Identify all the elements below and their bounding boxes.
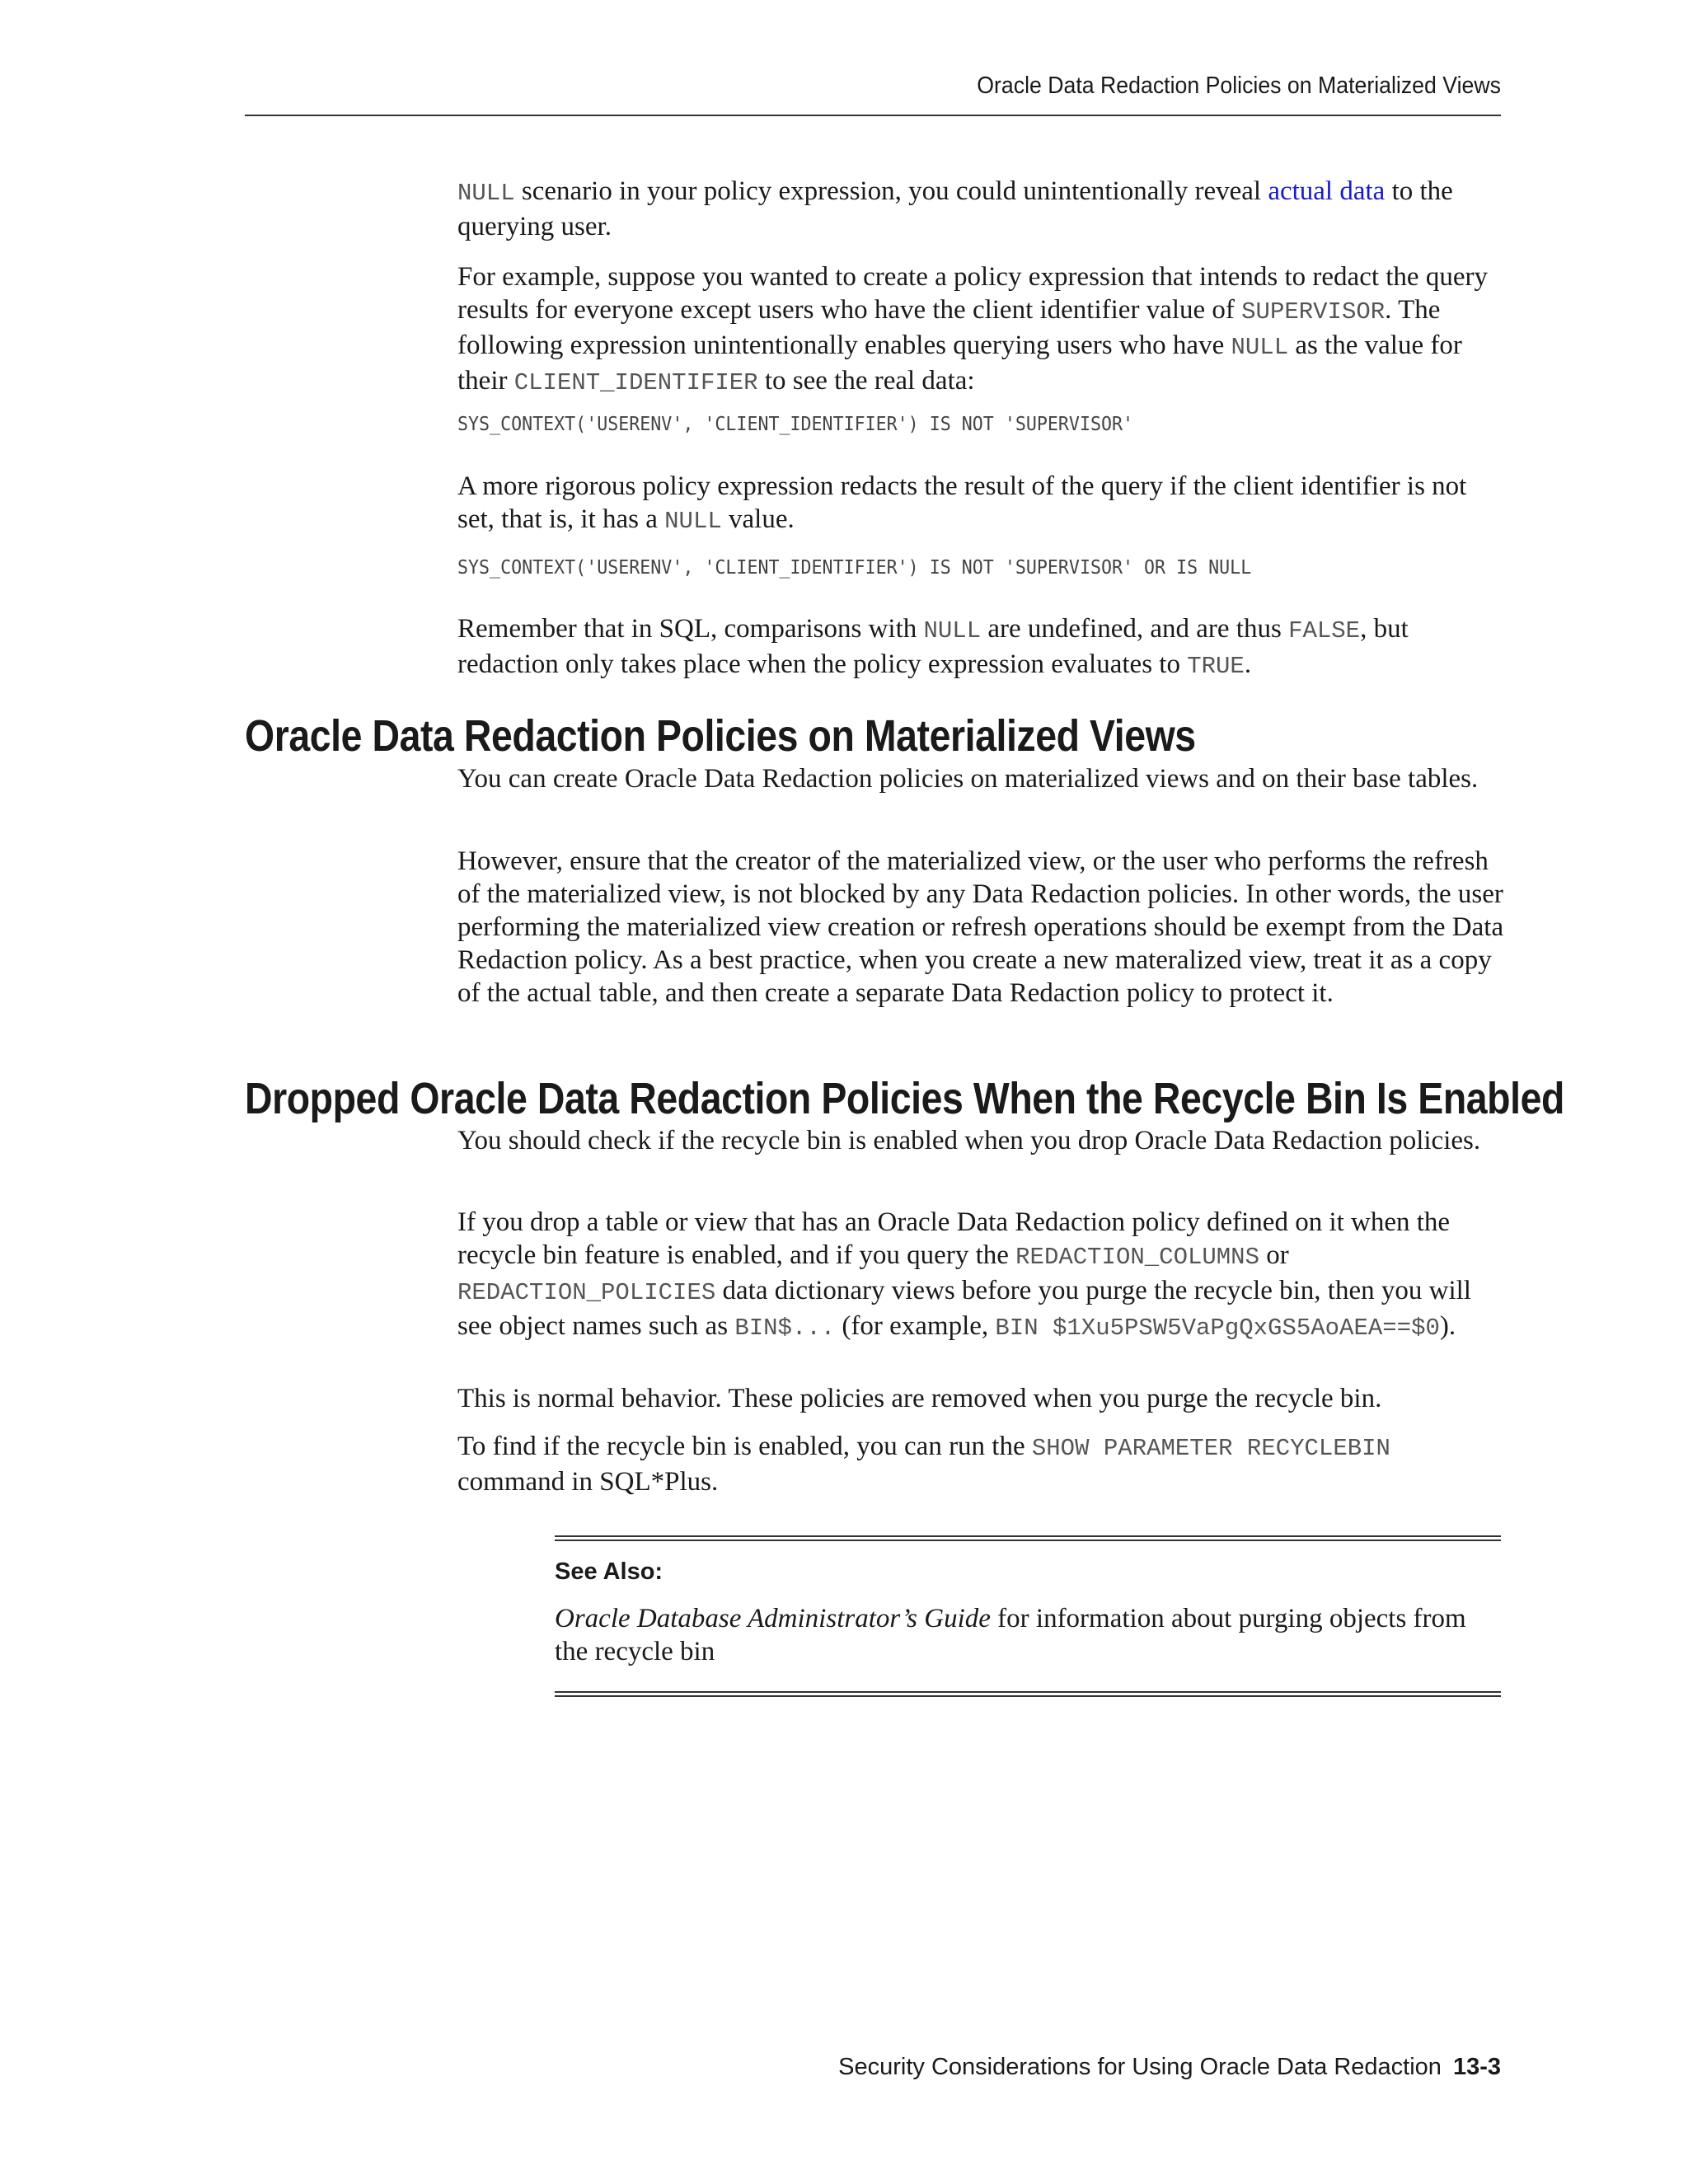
intro-paragraph-2: For example, suppose you wanted to create a policy expression that intends to redact the query results for everyone except users who have the client identifier value of SUPERVISOR. The following expression unintentionally enables querying users who have NULL as the value for their CLIENT_IDENTIFIER to see the real data: xyxy=(457,262,1488,396)
page-footer xyxy=(838,2054,1501,2081)
inline-code: REDACTION_POLICIES xyxy=(457,1279,716,1306)
see-also-title: See Also: xyxy=(555,1558,663,1585)
page-number: 13-3 xyxy=(1452,2054,1501,2080)
section2-paragraph-3: This is normal behavior. These policies are removed when you purge the recycle bin. xyxy=(457,1384,1382,1413)
see-also-text: Oracle Database Administrator’s Guide for information about purging objects from the recycle bin xyxy=(555,1604,1466,1666)
running-header: Oracle Data Redaction Policies on Materialized Views xyxy=(977,73,1501,99)
intro-paragraph-1: NULL scenario in your policy expression, you could unintentionally reveal actual data to the querying user. xyxy=(457,176,1453,241)
header-rule xyxy=(245,115,1501,116)
inline-code: NULL xyxy=(457,180,515,207)
code-example-1: SYS_CONTEXT('USERENV', 'CLIENT_IDENTIFIER') IS NOT 'SUPERVISOR' xyxy=(457,414,1134,435)
inline-code: BIN$... xyxy=(734,1315,836,1342)
inline-code: CLIENT_IDENTIFIER xyxy=(513,369,758,396)
section-heading-materialized-views: Oracle Data Redaction Policies on Materialized Views xyxy=(245,711,1196,761)
book-title: Oracle Database Administrator’s Guide xyxy=(555,1604,991,1633)
inline-code: NULL xyxy=(664,508,722,535)
section2-paragraph-2: If you drop a table or view that has an Oracle Data Redaction policy defined on it when the recycle bin feature is enabled, and if you query the REDACTION_COLUMNS or REDACTION_POLICIES data dictionary views before you purge the recycle bin, then you will see object names such as BIN$... (for example, BIN $1Xu5PSW5VaPgQxGS5AoAEA==$0). xyxy=(457,1207,1471,1342)
inline-code: NULL xyxy=(923,617,982,644)
actual-data-link[interactable]: actual data xyxy=(1268,176,1386,206)
code-example-2: SYS_CONTEXT('USERENV', 'CLIENT_IDENTIFIER') IS NOT 'SUPERVISOR' OR IS NULL xyxy=(457,557,1252,579)
footer-chapter-title: Security Considerations for Using Oracle Data Redaction xyxy=(838,2054,1442,2080)
inline-code: TRUE xyxy=(1187,653,1245,680)
inline-code: NULL xyxy=(1231,334,1289,361)
inline-code: BIN $1Xu5PSW5VaPgQxGS5AoAEA==$0 xyxy=(995,1315,1440,1342)
section1-paragraph-2: However, ensure that the creator of the materialized view, or the user who performs the refresh of the materialized view, is not blocked by any Data Redaction policies. In other words, the user performing the materialized view creation or refresh operations should be exempt from the Data Redaction policy. As a best practice, when you create a new materalized view, treat it as a copy of the actual table, and then create a separate Data Redaction policy to protect it. xyxy=(457,846,1504,1008)
section2-paragraph-4: To find if the recycle bin is enabled, you can run the SHOW PARAMETER RECYCLEBIN command in SQL*Plus. xyxy=(457,1432,1390,1497)
inline-code: SHOW PARAMETER RECYCLEBIN xyxy=(1031,1435,1390,1462)
inline-code: SUPERVISOR xyxy=(1241,298,1386,326)
section1-paragraph-1: You can create Oracle Data Redaction policies on materialized views and on their base tables. xyxy=(457,764,1479,794)
intro-paragraph-4: Remember that in SQL, comparisons with NULL are undefined, and are thus FALSE, but redaction only takes place when the policy expression evaluates to TRUE. xyxy=(457,614,1409,680)
section-heading-recycle-bin: Dropped Oracle Data Redaction Policies When the Recycle Bin Is Enabled xyxy=(245,1074,1564,1123)
section2-paragraph-1: You should check if the recycle bin is enabled when you drop Oracle Data Redaction policies. xyxy=(457,1126,1481,1155)
intro-paragraph-3: A more rigorous policy expression redacts the result of the query if the client identifier is not set, that is, it has a NULL value. xyxy=(457,471,1467,535)
inline-code: FALSE xyxy=(1288,617,1361,644)
inline-code: REDACTION_COLUMNS xyxy=(1015,1244,1259,1271)
